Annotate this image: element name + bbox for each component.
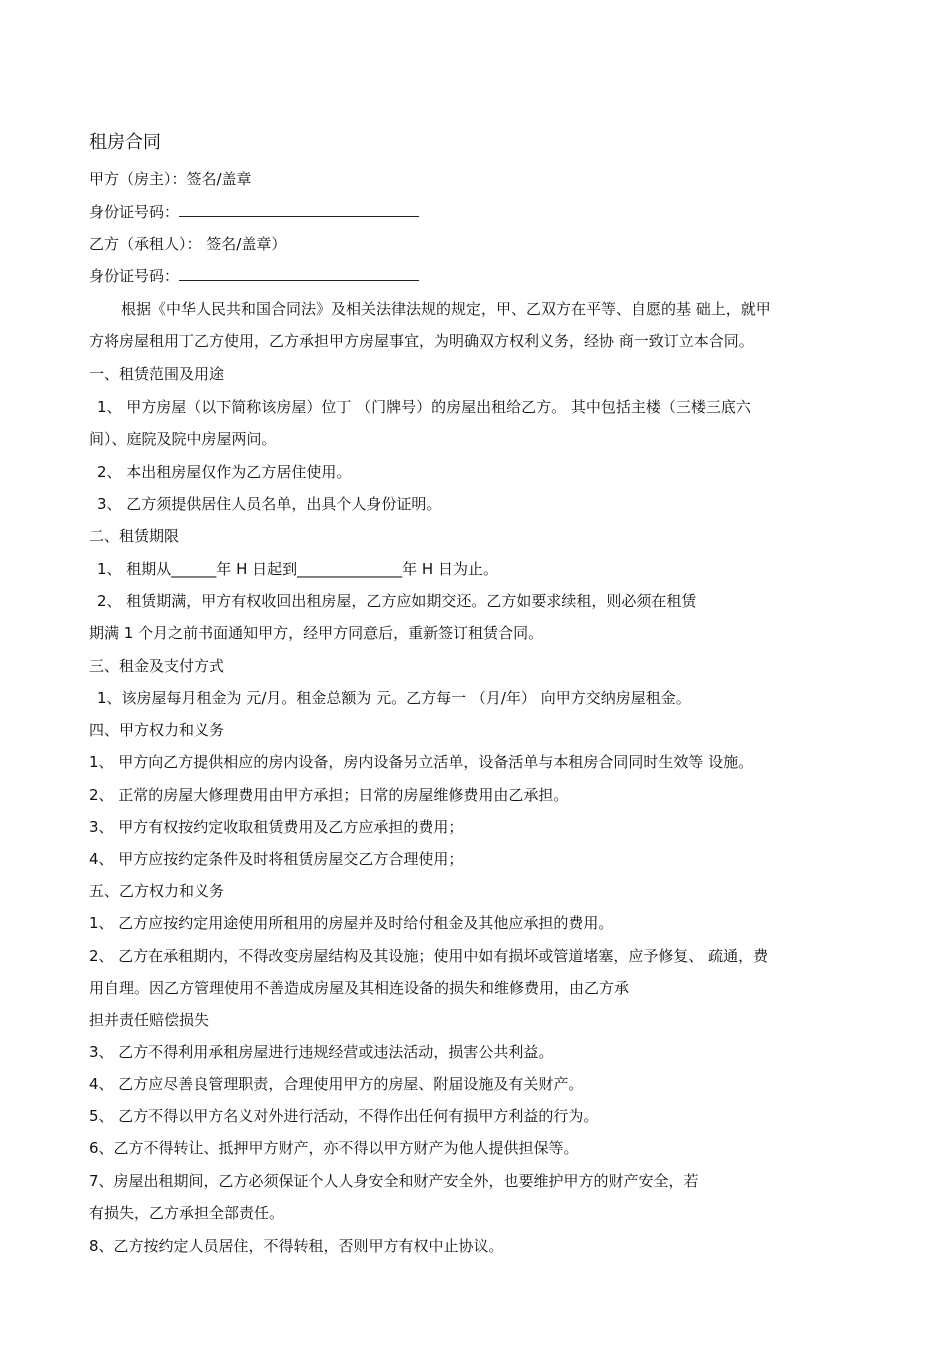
section-heading-5: 五、乙方权力和义务 bbox=[89, 882, 225, 900]
clause-4-2: 2、 正常的房屋大修理费用由甲方承担；日常的房屋维修费用由乙承担。 bbox=[89, 786, 569, 804]
clause-3-1: 1、该房屋每月租金为 元/月。租金总额为 元。乙方每一 （月/年） 向甲方交纳房屋租金。 bbox=[97, 689, 691, 707]
clause-2-2-cont: 期满 1 个月之前书面通知甲方，经甲方同意后，重新签订租赁合同。 bbox=[89, 624, 544, 642]
clause-5-4: 4、 乙方应尽善良管理职责，合理使用甲方的房屋、附届设施及有关财产。 bbox=[89, 1075, 584, 1093]
clause-1-1-cont: 间）、庭院及院中房屋两问。 bbox=[89, 430, 277, 448]
clause-1-3: 3、 乙方须提供居住人员名单，出具个人身份证明。 bbox=[97, 495, 442, 513]
party-a-id-label: 身份证号码： bbox=[89, 203, 180, 221]
clause-5-2-cont-1: 用自理。因乙方管理使用不善造成房屋及其相连设备的损失和维修费用，由乙方承 bbox=[89, 979, 630, 997]
clause-4-1: 1、 甲方向乙方提供相应的房内设备，房内设备另立活单，设备活单与本租房合同同时生效等 设施。 bbox=[89, 753, 754, 771]
party-a-id-blank bbox=[179, 202, 419, 217]
clause-5-7-cont: 有损失，乙方承担全部责任。 bbox=[89, 1204, 285, 1222]
preamble-line-1: 根据《中华人民共和国合同法》及相关法律法规的规定，甲、乙双方在平等、自愿的基 础上，就甲 bbox=[121, 300, 771, 318]
clause-5-5: 5、 乙方不得以甲方名义对外进行活动，不得作出任何有损甲方利益的行为。 bbox=[89, 1107, 599, 1125]
clause-5-3: 3、 乙方不得利用承租房屋进行违规经营或违法活动，损害公共利益。 bbox=[89, 1043, 554, 1061]
preamble-line-2: 方将房屋租用丁乙方使用，乙方承担甲方房屋事宜，为明确双方权利义务，经协 商一致订立本合同。 bbox=[89, 332, 754, 350]
section-heading-2: 二、租赁期限 bbox=[89, 527, 180, 545]
clause-5-2-cont-2: 担并责任赔偿损失 bbox=[89, 1011, 210, 1029]
clause-1-1: 1、 甲方房屋（以下简称该房屋）位丁 （门牌号）的房屋出租给乙方。 其中包括主楼（三楼三底六 bbox=[97, 398, 751, 416]
party-b-id-label: 身份证号码： bbox=[89, 267, 180, 285]
clause-2-2: 2、 租赁期满，甲方有权收回出租房屋，乙方应如期交还。乙方如要求续租，则必须在租赁 bbox=[97, 592, 697, 610]
clause-5-8: 8、乙方按约定人员居住，不得转租，否则甲方有权中止协议。 bbox=[89, 1237, 504, 1255]
clause-5-2: 2、 乙方在承租期内，不得改变房屋结构及其设施；使用中如有损坏或管道堵塞，应予修复、 疏通，费 bbox=[89, 947, 769, 965]
party-b-line: 乙方（承租人）： 签名/盖章） bbox=[89, 235, 287, 253]
section-heading-3: 三、租金及支付方式 bbox=[89, 657, 225, 675]
party-b-id-line bbox=[89, 266, 419, 286]
section-heading-1: 一、租赁范围及用途 bbox=[89, 365, 225, 383]
clause-1-2: 2、 本出租房屋仅作为乙方居住使用。 bbox=[97, 463, 352, 481]
section-heading-4: 四、甲方权力和义务 bbox=[89, 721, 225, 739]
clause-2-1: 1、 租期从______年 H 日起到______________年 H 日为止。 bbox=[97, 560, 498, 578]
party-b-id-blank bbox=[179, 266, 419, 281]
clause-4-4: 4、 甲方应按约定条件及时将租赁房屋交乙方合理使用； bbox=[89, 850, 464, 868]
party-a-line: 甲方（房主）：签名/盖章 bbox=[89, 170, 252, 188]
clause-5-6: 6、乙方不得转让、抵押甲方财产，亦不得以甲方财产为他人提供担保等。 bbox=[89, 1139, 579, 1157]
clause-5-1: 1、 乙方应按约定用途使用所租用的房屋并及时给付租金及其他应承担的费用。 bbox=[89, 914, 614, 932]
party-a-id-line bbox=[89, 202, 419, 222]
document-title: 租房合同 bbox=[89, 132, 161, 153]
clause-5-7: 7、房屋出租期间，乙方必须保证个人人身安全和财产安全外，也要维护甲方的财产安全，若 bbox=[89, 1172, 699, 1190]
clause-4-3: 3、 甲方有权按约定收取租赁费用及乙方应承担的费用； bbox=[89, 818, 464, 836]
